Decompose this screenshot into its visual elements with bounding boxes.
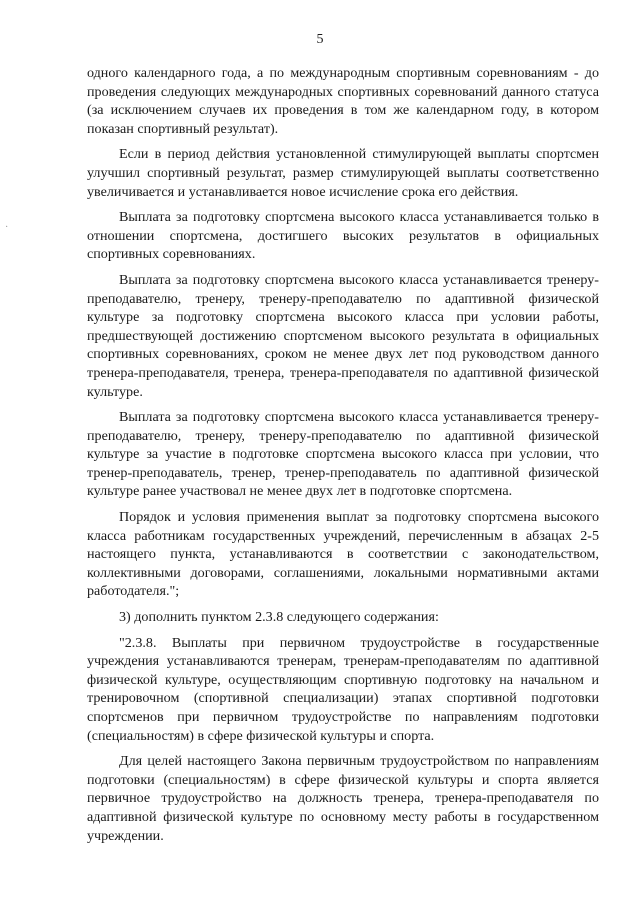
document-body <box>87 64 599 852</box>
paragraph-5: Выплата за подготовку спортсмена высокого класса устанавливается тренеру-преподавателю, тренеру, тренеру-преподавателю по адаптивной физической культуре за участие в подготовке спортсмена высокого класса при условии, что тренер-преподаватель, тренер, тренер-преподаватель по адаптивной физической культуре ранее участвовал не менее двух лет в подготовке спортсмена. <box>87 409 599 500</box>
paragraph-4: Выплата за подготовку спортсмена высокого класса устанавливается тренеру-преподавателю, тренеру, тренеру-преподавателю по адаптивной физической культуре за подготовку спортсмена высокого класса при условии работы, предшествующей достижению спортсменом высокого результата в официальных спортивных соревнованиях, сроком не менее двух лет под руководством данного тренера-преподавателя, тренера, тренера-преподавателя по адаптивной физической культуре. <box>87 271 599 400</box>
paragraph-9: Для целей настоящего Закона первичным трудоустройством по направлениям подготовки (специальностям) в сфере физической культуры и спорта является первичное трудоустройство на должность тренера, тренера-преподавателя по адаптивной физической культуре по основному месту работы в государственном учреждении. <box>87 753 599 844</box>
paragraph-8: "2.3.8. Выплаты при первичном трудоустройстве в государственные учреждения устанавливаются тренерам, тренерам-преподавателям по адаптивной физической культуре, осуществляющим спортивную подготовку на начальном и тренировочном (спортивной специализации) этапах спортивной подготовки спортсменов при первичном трудоустройстве по направлениям подготовки (специальностям) в сфере физической культуры и спорта. <box>87 634 599 744</box>
paragraph-7: 3) дополнить пунктом 2.3.8 следующего содержания: <box>119 609 439 626</box>
paragraph-6: Порядок и условия применения выплат за подготовку спортсмена высокого класса работникам государственных учреждений, перечисленным в абзацах 2-5 настоящего пункта, устанавливаются в соответствии с законодательством, коллективными договорами, соглашениями, локальными нормативными актами работодателя."; <box>87 509 599 600</box>
paragraph-2: Если в период действия установленной стимулирующей выплаты спортсмен улучшил спортивный результат, размер стимулирующей выплаты соответственно увеличивается и устанавливается новое исчисление срока его действия. <box>87 146 599 200</box>
paragraph-1: одного календарного года, а по международным спортивным соревнованиям - до проведения следующих международных спортивных соревнований данного статуса (за исключением случаев их проведения в том же календарном году, в котором показан спортивный результат). <box>87 65 599 137</box>
margin-mark: · <box>5 222 9 233</box>
page-number: 5 <box>316 32 324 47</box>
paragraph-3: Выплата за подготовку спортсмена высокого класса устанавливается только в отношении спортсмена, достигшего высоких результатов в официальных спортивных соревнованиях. <box>87 209 599 263</box>
